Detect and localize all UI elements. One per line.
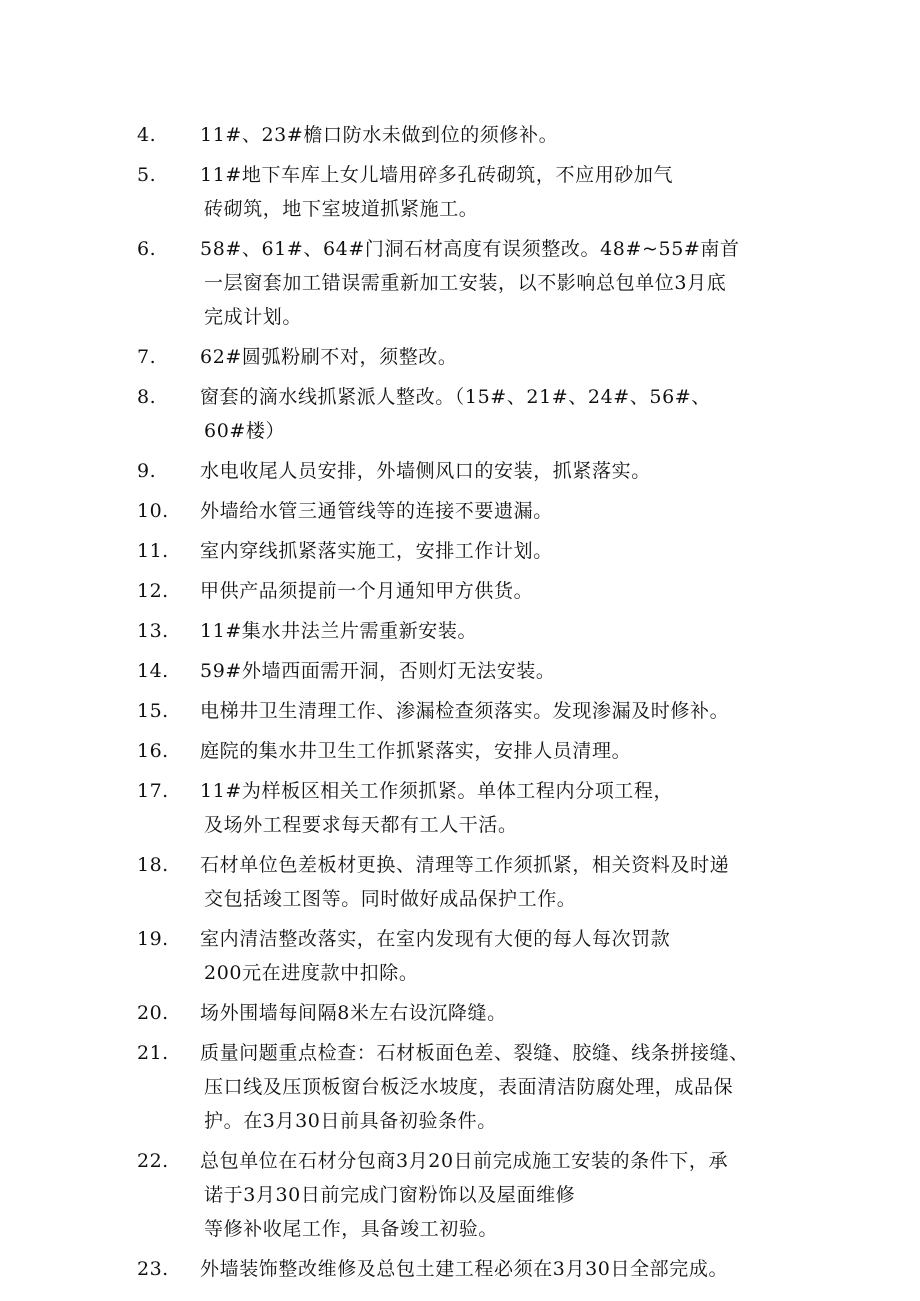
item-text-line: 交包括竣工图等。同时做好成品保护工作。 bbox=[204, 888, 577, 910]
list-item bbox=[0, 158, 920, 226]
list-item bbox=[0, 1036, 920, 1138]
item-text-line: 58#、61#、64#门洞石材高度有误须整改。48#~55#南首 bbox=[200, 238, 740, 260]
item-number: 23. bbox=[137, 1258, 169, 1280]
list-item bbox=[0, 734, 920, 768]
item-text-line: 电梯井卫生清理工作、渗漏检查须落实。发现渗漏及时修补。 bbox=[200, 700, 730, 722]
item-number: 5. bbox=[137, 164, 157, 186]
list-item bbox=[0, 654, 920, 688]
list-item bbox=[0, 232, 920, 334]
item-text-line: 外墙给水管三通管线等的连接不要遗漏。 bbox=[200, 500, 553, 522]
list-item bbox=[0, 380, 920, 448]
item-number: 12. bbox=[137, 580, 169, 602]
item-number: 15. bbox=[137, 700, 169, 722]
item-number: 14. bbox=[137, 660, 169, 682]
item-number: 17. bbox=[137, 780, 169, 802]
item-text-line: 完成计划。 bbox=[204, 306, 303, 328]
list-item bbox=[0, 694, 920, 728]
item-text-line: 砖砌筑，地下室坡道抓紧施工。 bbox=[204, 198, 479, 220]
item-number: 18. bbox=[137, 854, 169, 876]
item-text-line: 护。在3月30日前具备初验条件。 bbox=[204, 1110, 497, 1132]
item-text-line: 等修补收尾工作，具备竣工初验。 bbox=[204, 1218, 499, 1240]
item-text-line: 外墙装饰整改维修及总包土建工程必须在3月30日全部完成。 bbox=[200, 1258, 729, 1280]
item-number: 7. bbox=[137, 346, 157, 368]
item-number: 10. bbox=[137, 500, 169, 522]
item-number: 9. bbox=[137, 460, 157, 482]
item-text-line: 场外围墙每间隔8米左右设沉降缝。 bbox=[200, 1002, 507, 1024]
list-item bbox=[0, 1252, 920, 1286]
item-text-line: 庭院的集水井卫生工作抓紧落实，安排人员清理。 bbox=[200, 740, 632, 762]
item-text-line: 窗套的滴水线抓紧派人整改。（15#、21#、24#、56#、 bbox=[200, 386, 711, 408]
item-text-line: 62#圆弧粉刷不对，须整改。 bbox=[200, 346, 458, 368]
item-number: 20. bbox=[137, 1002, 169, 1024]
item-text-line: 11#为样板区相关工作须抓紧。单体工程内分项工程， bbox=[200, 780, 674, 802]
list-item bbox=[0, 922, 920, 990]
list-item bbox=[0, 454, 920, 488]
item-text-line: 11#集水井法兰片需重新安装。 bbox=[200, 620, 478, 642]
item-number: 19. bbox=[137, 928, 169, 950]
item-text-line: 质量问题重点检查：石材板面色差、裂缝、胶缝、线条拼接缝、 bbox=[200, 1042, 749, 1064]
item-text-line: 压口线及压顶板窗台板泛水坡度，表面清洁防腐处理，成品保 bbox=[204, 1076, 734, 1098]
list-item bbox=[0, 574, 920, 608]
item-number: 21. bbox=[137, 1042, 169, 1064]
item-text-line: 及场外工程要求每天都有工人干活。 bbox=[204, 814, 518, 836]
item-text-line: 11#、23#檐口防水未做到位的须修补。 bbox=[200, 124, 559, 146]
item-number: 16. bbox=[137, 740, 169, 762]
item-text-line: 室内清洁整改落实，在室内发现有大便的每人每次罚款 bbox=[200, 928, 671, 950]
item-text-line: 水电收尾人员安排，外墙侧风口的安装，抓紧落实。 bbox=[200, 460, 651, 482]
list-item bbox=[0, 534, 920, 568]
item-number: 6. bbox=[137, 238, 157, 260]
item-text-line: 石材单位色差板材更换、清理等工作须抓紧，相关资料及时递 bbox=[200, 854, 730, 876]
item-number: 4. bbox=[137, 124, 157, 146]
item-text-line: 室内穿线抓紧落实施工，安排工作计划。 bbox=[200, 540, 553, 562]
list-item bbox=[0, 494, 920, 528]
list-item bbox=[0, 774, 920, 842]
list-item bbox=[0, 996, 920, 1030]
item-text-line: 甲供产品须提前一个月通知甲方供货。 bbox=[200, 580, 534, 602]
list-item bbox=[0, 1144, 920, 1246]
item-number: 13. bbox=[137, 620, 169, 642]
list-item bbox=[0, 614, 920, 648]
item-number: 22. bbox=[137, 1150, 169, 1172]
list-item bbox=[0, 118, 920, 152]
item-text-line: 诺于3月30日前完成门窗粉饰以及屋面维修 bbox=[204, 1184, 576, 1206]
list-item bbox=[0, 340, 920, 374]
list-item bbox=[0, 848, 920, 916]
item-text-line: 60#楼） bbox=[204, 420, 286, 442]
item-text-line: 11#地下车库上女儿墙用碎多孔砖砌筑，不应用砂加气 bbox=[200, 164, 674, 186]
item-number: 8. bbox=[137, 386, 157, 408]
item-text-line: 200元在进度款中扣除。 bbox=[204, 962, 419, 984]
item-text-line: 59#外墙西面需开洞，否则灯无法安装。 bbox=[200, 660, 556, 682]
item-text-line: 总包单位在石材分包商3月20日前完成施工安装的条件下，承 bbox=[200, 1150, 729, 1172]
item-text-line: 一层窗套加工错误需重新加工安装，以不影响总包单位3月底 bbox=[204, 272, 727, 294]
numbered-list bbox=[0, 118, 920, 1292]
item-number: 11. bbox=[137, 540, 169, 562]
